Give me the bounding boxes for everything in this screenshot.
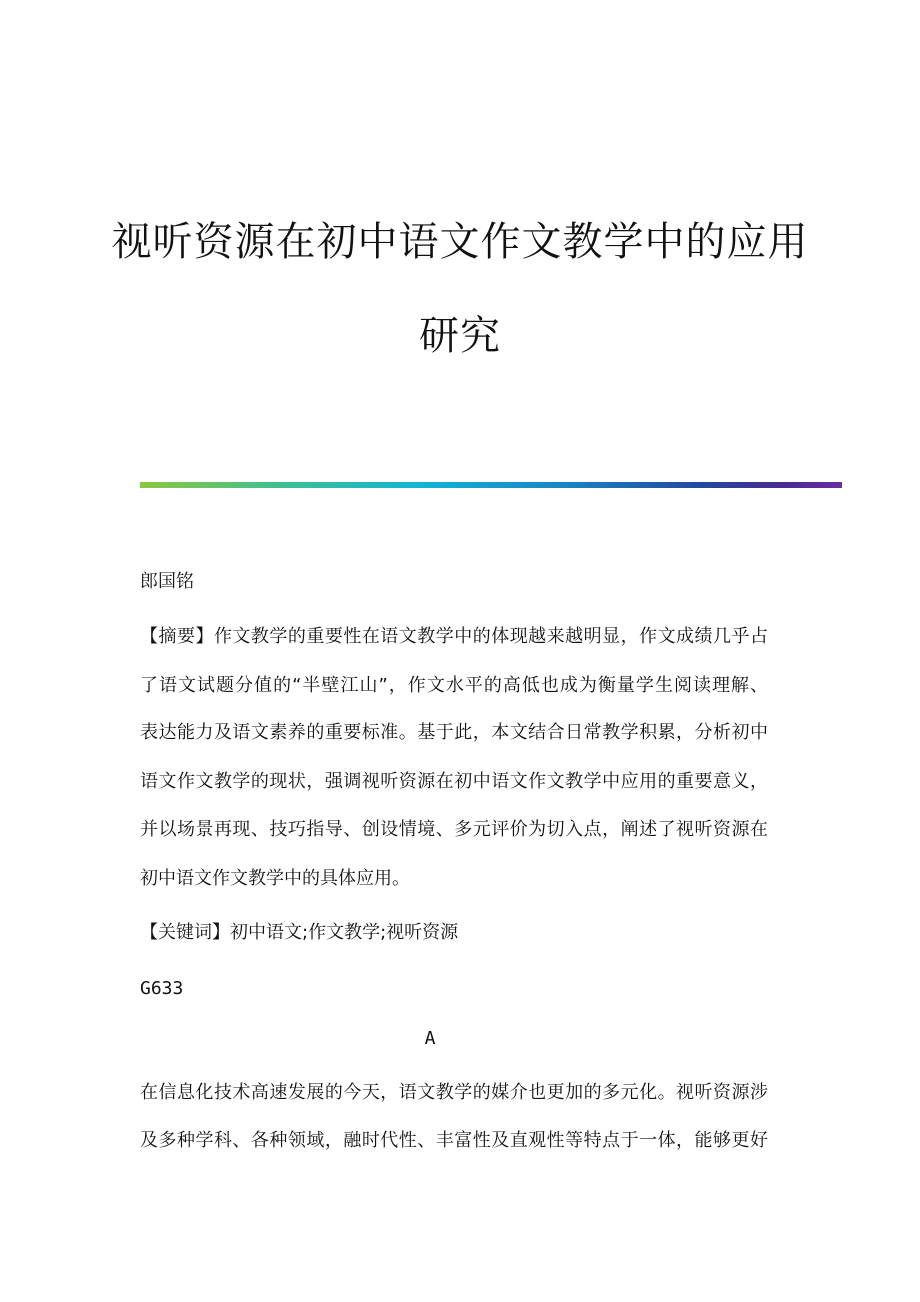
- classification-code: G633: [140, 978, 184, 999]
- abstract-line-3: 表达能力及语文素养的重要标准。基于此，本文结合日常教学积累，分析初中: [140, 722, 768, 743]
- document-code: A: [424, 1028, 436, 1049]
- gradient-divider: [140, 482, 842, 488]
- abstract-line-1: 【摘要】作文教学的重要性在语文教学中的体现越来越明显，作文成绩几乎占: [140, 626, 768, 647]
- author-name: 郎国铭: [140, 571, 194, 592]
- abstract-line-2: 了语文试题分值的“半壁江山”，作文水平的高低也成为衡量学生阅读理解、: [140, 675, 768, 696]
- abstract-line-6: 初中语文作文教学中的具体应用。: [140, 868, 410, 889]
- title-line-1: 视听资源在初中语文作文教学中的应用: [111, 219, 809, 265]
- title-line-2: 研究: [419, 313, 501, 359]
- body-line-1: 在信息化技术高速发展的今天，语文教学的媒介也更加的多元化。视听资源涉: [140, 1082, 768, 1103]
- body-line-2: 及多种学科、各种领域，融时代性、丰富性及直观性等特点于一体，能够更好: [140, 1130, 768, 1151]
- keywords: 【关键词】初中语文;作文教学;视听资源: [140, 922, 459, 943]
- abstract-line-4: 语文作文教学的现状，强调视听资源在初中语文作文教学中应用的重要意义，: [140, 771, 768, 792]
- abstract-line-5: 并以场景再现、技巧指导、创设情境、多元评价为切入点，阐述了视听资源在: [140, 819, 768, 840]
